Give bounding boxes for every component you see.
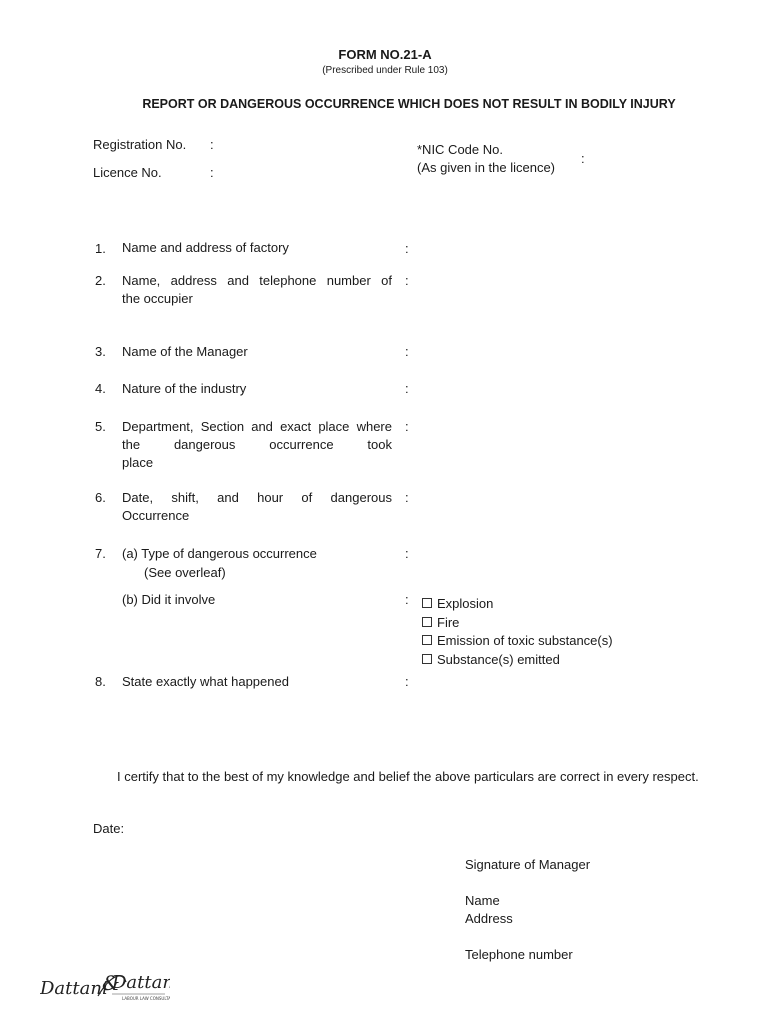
form-number: FORM NO.21-A	[338, 47, 432, 62]
checkbox-fire[interactable]	[422, 614, 613, 633]
item-label-note: (See overleaf)	[144, 565, 226, 580]
checkbox-explosion[interactable]	[422, 595, 613, 614]
item-label: Name of the Manager	[122, 344, 248, 359]
checkbox-label: Fire	[437, 614, 460, 630]
dattani-logo	[40, 968, 170, 1007]
item-colon: :	[405, 674, 409, 689]
item-colon: :	[405, 273, 409, 288]
checkbox-icon[interactable]	[422, 654, 432, 664]
item-label-line: where the dangerous occurrence took	[122, 419, 392, 452]
prescribed-rule: (Prescribed under Rule 103)	[322, 65, 448, 76]
item-colon: :	[405, 241, 409, 256]
signature-of-manager: Signature of Manager	[465, 857, 591, 872]
item-colon: :	[405, 419, 409, 434]
nic-code-note: (As given in the licence)	[417, 160, 556, 175]
item-label	[122, 418, 392, 472]
svg-text:LABOUR LAW CONSULTANT: LABOUR LAW CONSULT	[122, 996, 169, 1001]
item-number: 1.	[95, 241, 106, 256]
item-label-line: Date, shift, and hour of dangerous	[122, 490, 392, 505]
registration-label: Registration No.	[93, 137, 187, 152]
item-label	[122, 272, 392, 308]
item-colon: :	[405, 490, 409, 505]
item-colon: :	[405, 344, 409, 359]
signature-name: Name	[465, 893, 500, 908]
logo-script-mark	[40, 968, 170, 1004]
signature-address: Address	[465, 911, 513, 926]
checkbox-icon[interactable]	[422, 635, 432, 645]
item-number: 6.	[95, 490, 106, 505]
item-number: 2.	[95, 273, 106, 288]
svg-text:Dattani: Dattani	[40, 978, 108, 999]
svg-text:Dattani: Datta	[112, 972, 163, 993]
date-label: Date:	[93, 821, 125, 836]
signature-telephone: Telephone number	[465, 947, 573, 962]
item-label: State exactly what happened	[122, 674, 289, 689]
form-title: REPORT OR DANGEROUS OCCURRENCE WHICH DOES NOT RESULT IN BODILY INJURY	[142, 97, 676, 111]
checkbox-label: Emission of toxic substance(s)	[437, 633, 613, 648]
item-label-line: Occurrence	[122, 508, 190, 523]
item-label: (a) Type of dangerous occurrence	[122, 546, 317, 561]
item-label-line: place	[122, 455, 154, 470]
checkbox-label: Explosion	[437, 596, 494, 611]
nic-code-label: *NIC Code No.	[417, 142, 503, 157]
checkbox-emission[interactable]	[422, 632, 613, 651]
licence-colon: :	[210, 165, 214, 180]
licence-label: Licence No.	[93, 165, 162, 180]
item-number: 4.	[95, 381, 106, 396]
item-label: Nature of the industry	[122, 381, 247, 396]
item-label	[122, 489, 392, 525]
item-number: 3.	[95, 344, 106, 359]
item-number: 7.	[95, 546, 106, 561]
certification-text: I certify that to the best of my knowledge and belief the above particulars are correct in every respect.	[117, 769, 699, 784]
svg-text:&: &	[102, 971, 120, 995]
item-label-line: the occupier	[122, 291, 193, 306]
item-number: 8.	[95, 674, 106, 689]
item-label-line: Name, address and telephone number of	[122, 273, 392, 288]
item-sublabel: (b) Did it involve	[122, 592, 216, 607]
item-colon: :	[405, 592, 409, 607]
item-label-line: Department, Section and exact place	[122, 419, 350, 434]
registration-colon: :	[210, 137, 214, 152]
item-label: Name and address of factory	[122, 240, 289, 255]
involve-checklist	[422, 595, 613, 669]
item-number: 5.	[95, 419, 106, 434]
checkbox-icon[interactable]	[422, 598, 432, 608]
item-colon: :	[405, 381, 409, 396]
checkbox-label: Substance(s) emitted	[437, 651, 560, 667]
nic-code-colon: :	[581, 151, 585, 166]
checkbox-icon[interactable]	[422, 617, 432, 627]
item-colon: :	[405, 546, 409, 561]
checkbox-substance-emitted[interactable]	[422, 651, 613, 670]
